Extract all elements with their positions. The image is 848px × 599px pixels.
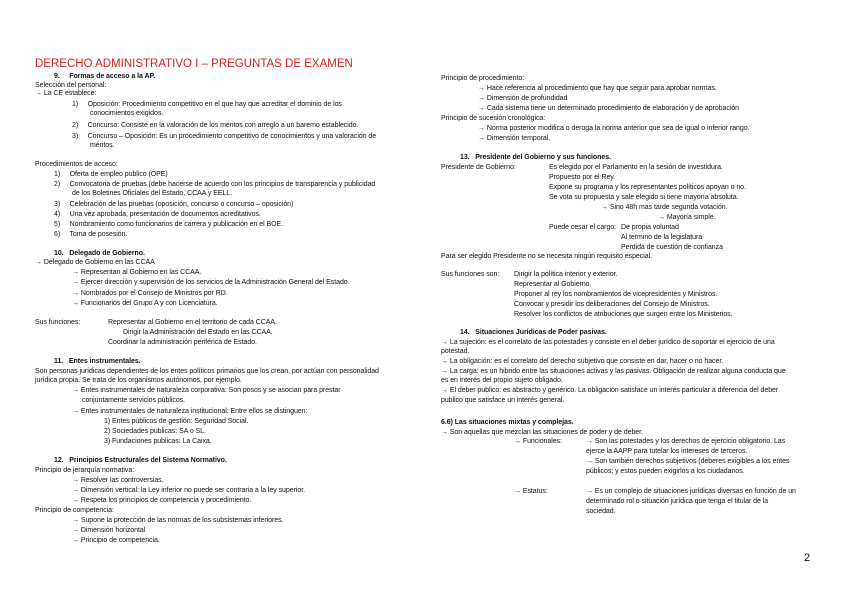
section-heading-6-6: 6.6) Las situaciones mixtas y complejas.: [441, 419, 574, 426]
list-item: 2) Sociedades publicas: SA o SL.: [104, 428, 206, 435]
text-line: Principio de procedimiento:: [441, 75, 525, 82]
text-line: Presidente de Gobierno:: [441, 164, 516, 171]
text-line: Dirigir la Administración del Estado en las CCAA.: [123, 329, 273, 336]
text-line: → La obligación: es el correlato del derecho subjetivo que consiste en dar, hacer o no hacer.: [441, 358, 724, 365]
list-item: 2) Concurso: Consiste en la valoración de los méritos con arreglo a un baremo establecido.: [72, 122, 359, 129]
text-line: → El deber publico: es abstracto y genérico. La obligación satisface un interés particular a diferencia del deber: [441, 387, 779, 394]
text-line: Proponer al rey los nombramientos de vicepresidentes y Ministros.: [514, 291, 718, 298]
text-line: → Funcionales:: [514, 438, 562, 445]
list-item: → Entes instrumentales de naturaleza institucional: Entre ellos se distinguen:: [72, 408, 308, 415]
text-line: Selección del personal:: [35, 82, 107, 89]
list-item: → Hace referencia al procedimiento que hay que seguir para aprobar normas.: [478, 85, 717, 92]
text-line: Dirigir la política interior y exterior.: [514, 271, 618, 278]
list-item: 6) Toma de posesión.: [54, 231, 128, 238]
list-item: → Dimensión horizontal: [72, 527, 146, 534]
text-line: De propia voluntad: [621, 224, 679, 231]
text-line: Es elegido por el Parlamento en la sesión de investidura.: [549, 164, 723, 171]
text-line: → Son las potestades y los derechos de ejercicio obligatorio. Las: [586, 438, 786, 445]
text-line: Expone su programa y los representantes políticos apoyan o no.: [549, 184, 746, 191]
list-item: 3) Fundaciones publicas: La Caixa.: [104, 438, 212, 445]
list-item: 3) Celebración de las pruebas (oposición, concurso o concurso – oposición): [54, 201, 294, 208]
list-item: → Sino 48h mas tarde segunda votación.: [601, 204, 728, 211]
text-line: Principio de sucesión cronológica:: [441, 115, 546, 122]
list-item: → Nombrados por el Consejo de Ministros por RD.: [72, 290, 228, 297]
text-line: Se vota su propuesta y sale elegido si tiene mayoría absoluta.: [549, 194, 739, 201]
text-line: publico que satisface un interés general.: [441, 397, 565, 404]
list-item: → Representan al Gobierno en las CCAA.: [72, 269, 202, 276]
text-line: Principio de competencia:: [35, 507, 114, 514]
section-heading-12: 12. Principios Estructurales del Sistema Normativo.: [54, 457, 227, 464]
text-line: Sus funciones son:: [441, 271, 500, 278]
text-line: → La sujeción: es el correlato de las potestades y consiste en el deber jurídico de soportar el ejercicio de una: [441, 339, 775, 346]
list-item: → Resolver las controversias.: [72, 477, 164, 484]
list-item: 3) Concurso – Oposición: Es un procedimiento competitivo de conocimientos y una valoración de: [72, 133, 377, 140]
text-line: Al termino de la legislatura: [621, 234, 703, 241]
list-item: → Dimensión vertical: la Ley inferior no puede ser contraria a la ley superior.: [72, 487, 305, 494]
text-line: Principio de jerarquía normativa:: [35, 467, 135, 474]
text-line: Resolver los conflictos de atribuciones que surgen entre los Ministerios.: [514, 311, 733, 318]
list-item-cont: méritos.: [90, 142, 115, 149]
list-item: → Norma posterior modifica o deroga la norma anterior que sea de igual o inferior rango.: [478, 125, 750, 132]
list-item: → Mayoría simple.: [658, 214, 716, 221]
text-line: Representar al Gobierno en el territorio de cada CCAA.: [108, 319, 277, 326]
text-line: Perdida de cuestión de confianza: [621, 244, 723, 251]
list-item-cont: conjuntamente servicios públicos.: [82, 397, 186, 404]
text-line: Propuesto por el Rey.: [549, 174, 616, 181]
text-line: Para ser elegido Presidente no se necesita ningún requisito especial.: [441, 253, 652, 260]
text-line: determinado rol o situación jurídica que tenga el titular de la: [586, 498, 769, 505]
list-item: 2) Convocatoria de pruebas (debe hacerse de acuerdo con los principios de transparencia y publicidad: [54, 181, 376, 188]
text-line: → Es un complejo de situaciones jurídicas diversas en función de un: [586, 488, 796, 495]
list-item: 1) Oposición: Procedimiento competitivo en el que hay que acreditar el dominio de los: [72, 101, 342, 108]
text-line: Puede cesar el cargo:: [549, 224, 617, 231]
text-line: Son personas jurídicas dependientes de los entes políticos primarios que los crean, por actúan con personalidad: [35, 368, 379, 375]
text-line: → Son también derechos subjetivos (deberes exigibles a los entes: [586, 458, 790, 465]
list-item: → Dimensión temporal.: [478, 135, 551, 142]
text-line: → Delegado de Gobierno en las CCAA: [35, 259, 155, 266]
text-line: → Estatus:: [514, 488, 548, 495]
text-line: jurídica propia. Se trata de los organismos autónomos, por ejemplo.: [35, 377, 242, 384]
list-item: → Dimensión de profundidad: [478, 95, 568, 102]
list-item-cont: de los Boletines Oficiales del Estado, CCAA y EELL.: [72, 190, 233, 197]
text-line: Sus funciones:: [35, 319, 81, 326]
list-item: → Cada sistema tiene un determinado procedimiento de elaboración y de aprobación: [478, 105, 739, 112]
section-heading-10: 10. Delegado de Gobierno.: [54, 250, 145, 257]
text-line: ejerce la AAPP para tutelar los intereses de terceros.: [586, 448, 748, 455]
list-item: 5) Nombramiento como funcionarios de carrera y publicación en el BOE.: [54, 221, 284, 228]
list-item: → Funcionarios del Grupo A y con Licenciatura.: [72, 300, 218, 307]
list-item-cont: conocimientos exigidos.: [90, 110, 164, 117]
text-line: Coordinar la administración periférica de Estado.: [108, 339, 257, 346]
text-line: → La carga: es un hibrido entre las situaciones activas y las pasivas. Obligación de realizar alguna conducta que: [441, 368, 786, 375]
text-line: → Son aquellas que mezclan las situaciones de poder y de deber.: [441, 429, 643, 436]
section-heading-11: 11. Entes instrumentales.: [54, 358, 141, 365]
text-line: públicos; y estos pueden exigirlos a los ciudadanos.: [586, 468, 745, 475]
text-line: es en interés del propio sujeto obligado.: [441, 377, 563, 384]
text-line: Convocar y presidir los deliberaciones del Consejo de Ministros.: [514, 301, 710, 308]
list-item: 4) Una vez aprobada, presentación de documentos acreditativos.: [54, 211, 261, 218]
text-line: potestad.: [441, 348, 470, 355]
text-line: sociedad.: [586, 508, 616, 515]
page-title: DERECHO ADMINISTRATIVO I – PREGUNTAS DE EXAMEN: [35, 58, 353, 70]
section-heading-13: 13. Presidente del Gobierno y sus funciones.: [460, 154, 611, 161]
text-line: → La CE establece:: [35, 90, 97, 97]
list-item: → Supone la protección de las normas de los subsistemas inferiores.: [72, 517, 284, 524]
section-heading-14: 14. Situaciones Jurídicas de Poder pasivas.: [460, 329, 607, 336]
list-item: → Entes instrumentales de naturaleza corporativa: Son posos y se asocian para prestar: [72, 387, 341, 394]
list-item: → Ejercer dirección y supervisión de los servicios de la Administración General del Estado.: [72, 279, 350, 286]
list-item: → Principio de competencia.: [72, 537, 160, 544]
list-item: 1) Entes públicos de gestión: Seguridad Social.: [104, 418, 249, 425]
page-number: 2: [804, 552, 811, 564]
list-item: 1) Oferta de empleo publico (OPE): [54, 171, 168, 178]
text-line: Procedimientos de acceso:: [35, 161, 118, 168]
list-item: → Respeta los principios de competencia y procedimiento.: [72, 497, 252, 504]
text-line: Representar al Gobierno.: [514, 281, 592, 288]
section-heading-9: 9. Formas de acceso a la AP.: [54, 73, 156, 80]
